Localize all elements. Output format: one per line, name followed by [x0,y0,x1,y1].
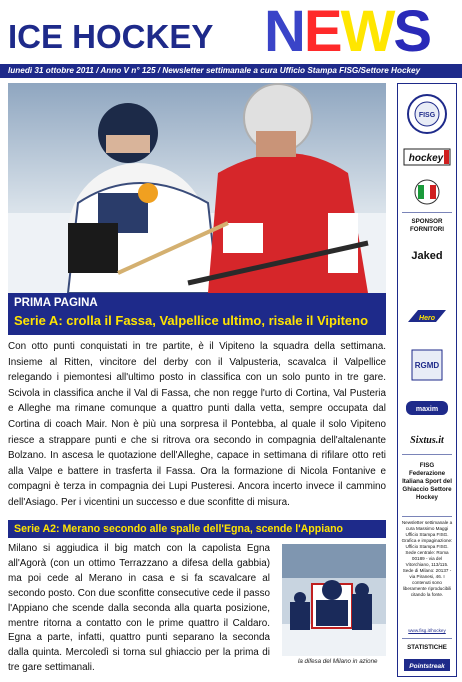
hero-logo-text: Hero [419,315,435,322]
sponsor-rgmd [398,348,456,387]
section-kicker: PRIMA PAGINA [14,297,98,309]
hockey-website-link[interactable]: www.fisg.it/hockey [408,628,446,633]
sidebar [397,83,457,677]
italy-shield-icon [398,178,456,206]
pointstreak-logo-icon [398,656,456,674]
news-letter-s: S [393,0,431,64]
pointstreak-logo-text: Pointstreak [409,663,445,670]
serie-a2-headline: Serie A2: Merano secondo alle spalle dell'Egna, scende l'Appiano [8,520,386,538]
issue-info-bar: lunedì 31 ottobre 2011 / Anno V n° 125 / Newsletter settimanale a cura Ufficio Stampa FISG/Settore Hockey [0,64,462,78]
federation-name: FISG Federazione Italiana Sport del Ghiaccio Settore Hockey [402,462,452,501]
hero-photo [8,83,386,293]
newsletter-news-wordmark [264,2,430,62]
sponsor-maxim [398,398,456,423]
rgmd-logo-icon [398,348,456,382]
sidebar-divider [402,212,452,213]
sidebar-divider [402,638,452,639]
pointstreak-logo [398,656,456,679]
news-letter-e: E [303,0,341,64]
fisg-logo-text: FISG [418,112,436,119]
lead-headline: Serie A: crolla il Fassa, Valpellice ultimo, risale il Vipiteno [14,313,369,328]
hero-logo-icon [398,306,456,328]
serie-a2-photo [282,544,386,656]
photo-caption: la difesa del Milano in azione [298,658,378,665]
maxim-logo-text: maxim [415,406,439,413]
sponsor-hero [398,306,456,333]
sponsor-jaked [398,244,456,271]
sponsor-heading: SPONSOR FORNITORI [410,218,444,233]
hockey-logo-text: hockey [408,153,444,164]
fisg-logo [398,92,456,141]
masthead [0,0,462,62]
maxim-logo-icon [398,398,456,418]
newsletter-credits: Newsletter settimanale a cura Massimo Maggi Ufficio Stampa FISG. Grafica e impaginazione: Ufficio Stampa FISG. Sede centrale: Roma 00189 - via del Vitorchiano, 113/115. Sede di Milano: 20137 - via Piranesi, 46. I contenuti sono liberamente riproducibili citando la fonte. [401,520,453,597]
jaked-logo-text: Jaked [411,250,443,262]
fisg-logo-icon [398,92,456,136]
rgmd-logo-text: RGMD [414,361,440,370]
sponsor-sixtus [398,430,456,453]
jaked-logo-icon [398,244,456,266]
hockey-logo-icon [398,146,456,168]
sixtus-logo-text: Sixtus.it [410,435,444,446]
sidebar-divider [402,454,452,455]
news-letter-w: W [340,0,394,64]
italy-team-logo [398,178,456,211]
lead-article-body: Con otto punti conquistati in tre partite, è il Vipiteno la squadra della settimana. Insieme al Ritten, vincitore del derby con il Valpusteria, scavalca il Valpellice relegando i piemontesi all'ultimo posto in classifica con un solo punto in tre gare. Scivola in classifica anche il Val di Fassa, che non regge l'urto di Cortina, Val Pusteria e Alleghe ma rimane comunque a quattro punti dalla vetta, sempre occupata dal Cortina di coach Mair. Non è più una sorpresa il Pontebba, al quale il solo Vipiteno riesce a strappare punti e che si ritrova ora secondo in compagnia dell'altalenante Bolzano. In ascesa le quotazione dell'Alleghe, capace in settimana di rifilare otto reti alla Valpe e battere in trasferta il Fassa. Ora la formazione di Nicola Fontanive e compagni è terza in compagnia dei Lupi Pusteresi. Ancora incerto invece il cammino dell'Asiago. Per i vicentini un successo e due sconfitte di misura. [8,341,386,508]
sidebar-divider [402,516,452,517]
prima-pagina-banner [8,293,386,335]
milano-defense-illustration [282,544,386,656]
stats-heading: STATISTICHE [407,644,447,651]
newsletter-title: ICE HOCKEY [8,18,214,55]
news-letter-n: N [264,0,304,64]
hockey-logo [398,146,456,173]
hockey-players-illustration [8,83,386,293]
serie-a2-article-body: Milano si aggiudica il big match con la capolista Egna all'Agorà (con un ottimo Terrazzano a difesa della gabbia) ma poi cede al Merano in casa e si fa scavalcare al secondo posto. Con due sconfitte consecutive cede il passo l'Appiano che scende dalla seconda alla quarta posizione, mentre ritorna a contatto con le prime quattro il Caldaro. Egna a parte, infatti, quattro punti separano la seconda dalla quinta. Mercoledì si torna sul ghiaccio per la prima di tre gare settimanali. [8,543,270,674]
sixtus-logo-icon [398,430,456,448]
